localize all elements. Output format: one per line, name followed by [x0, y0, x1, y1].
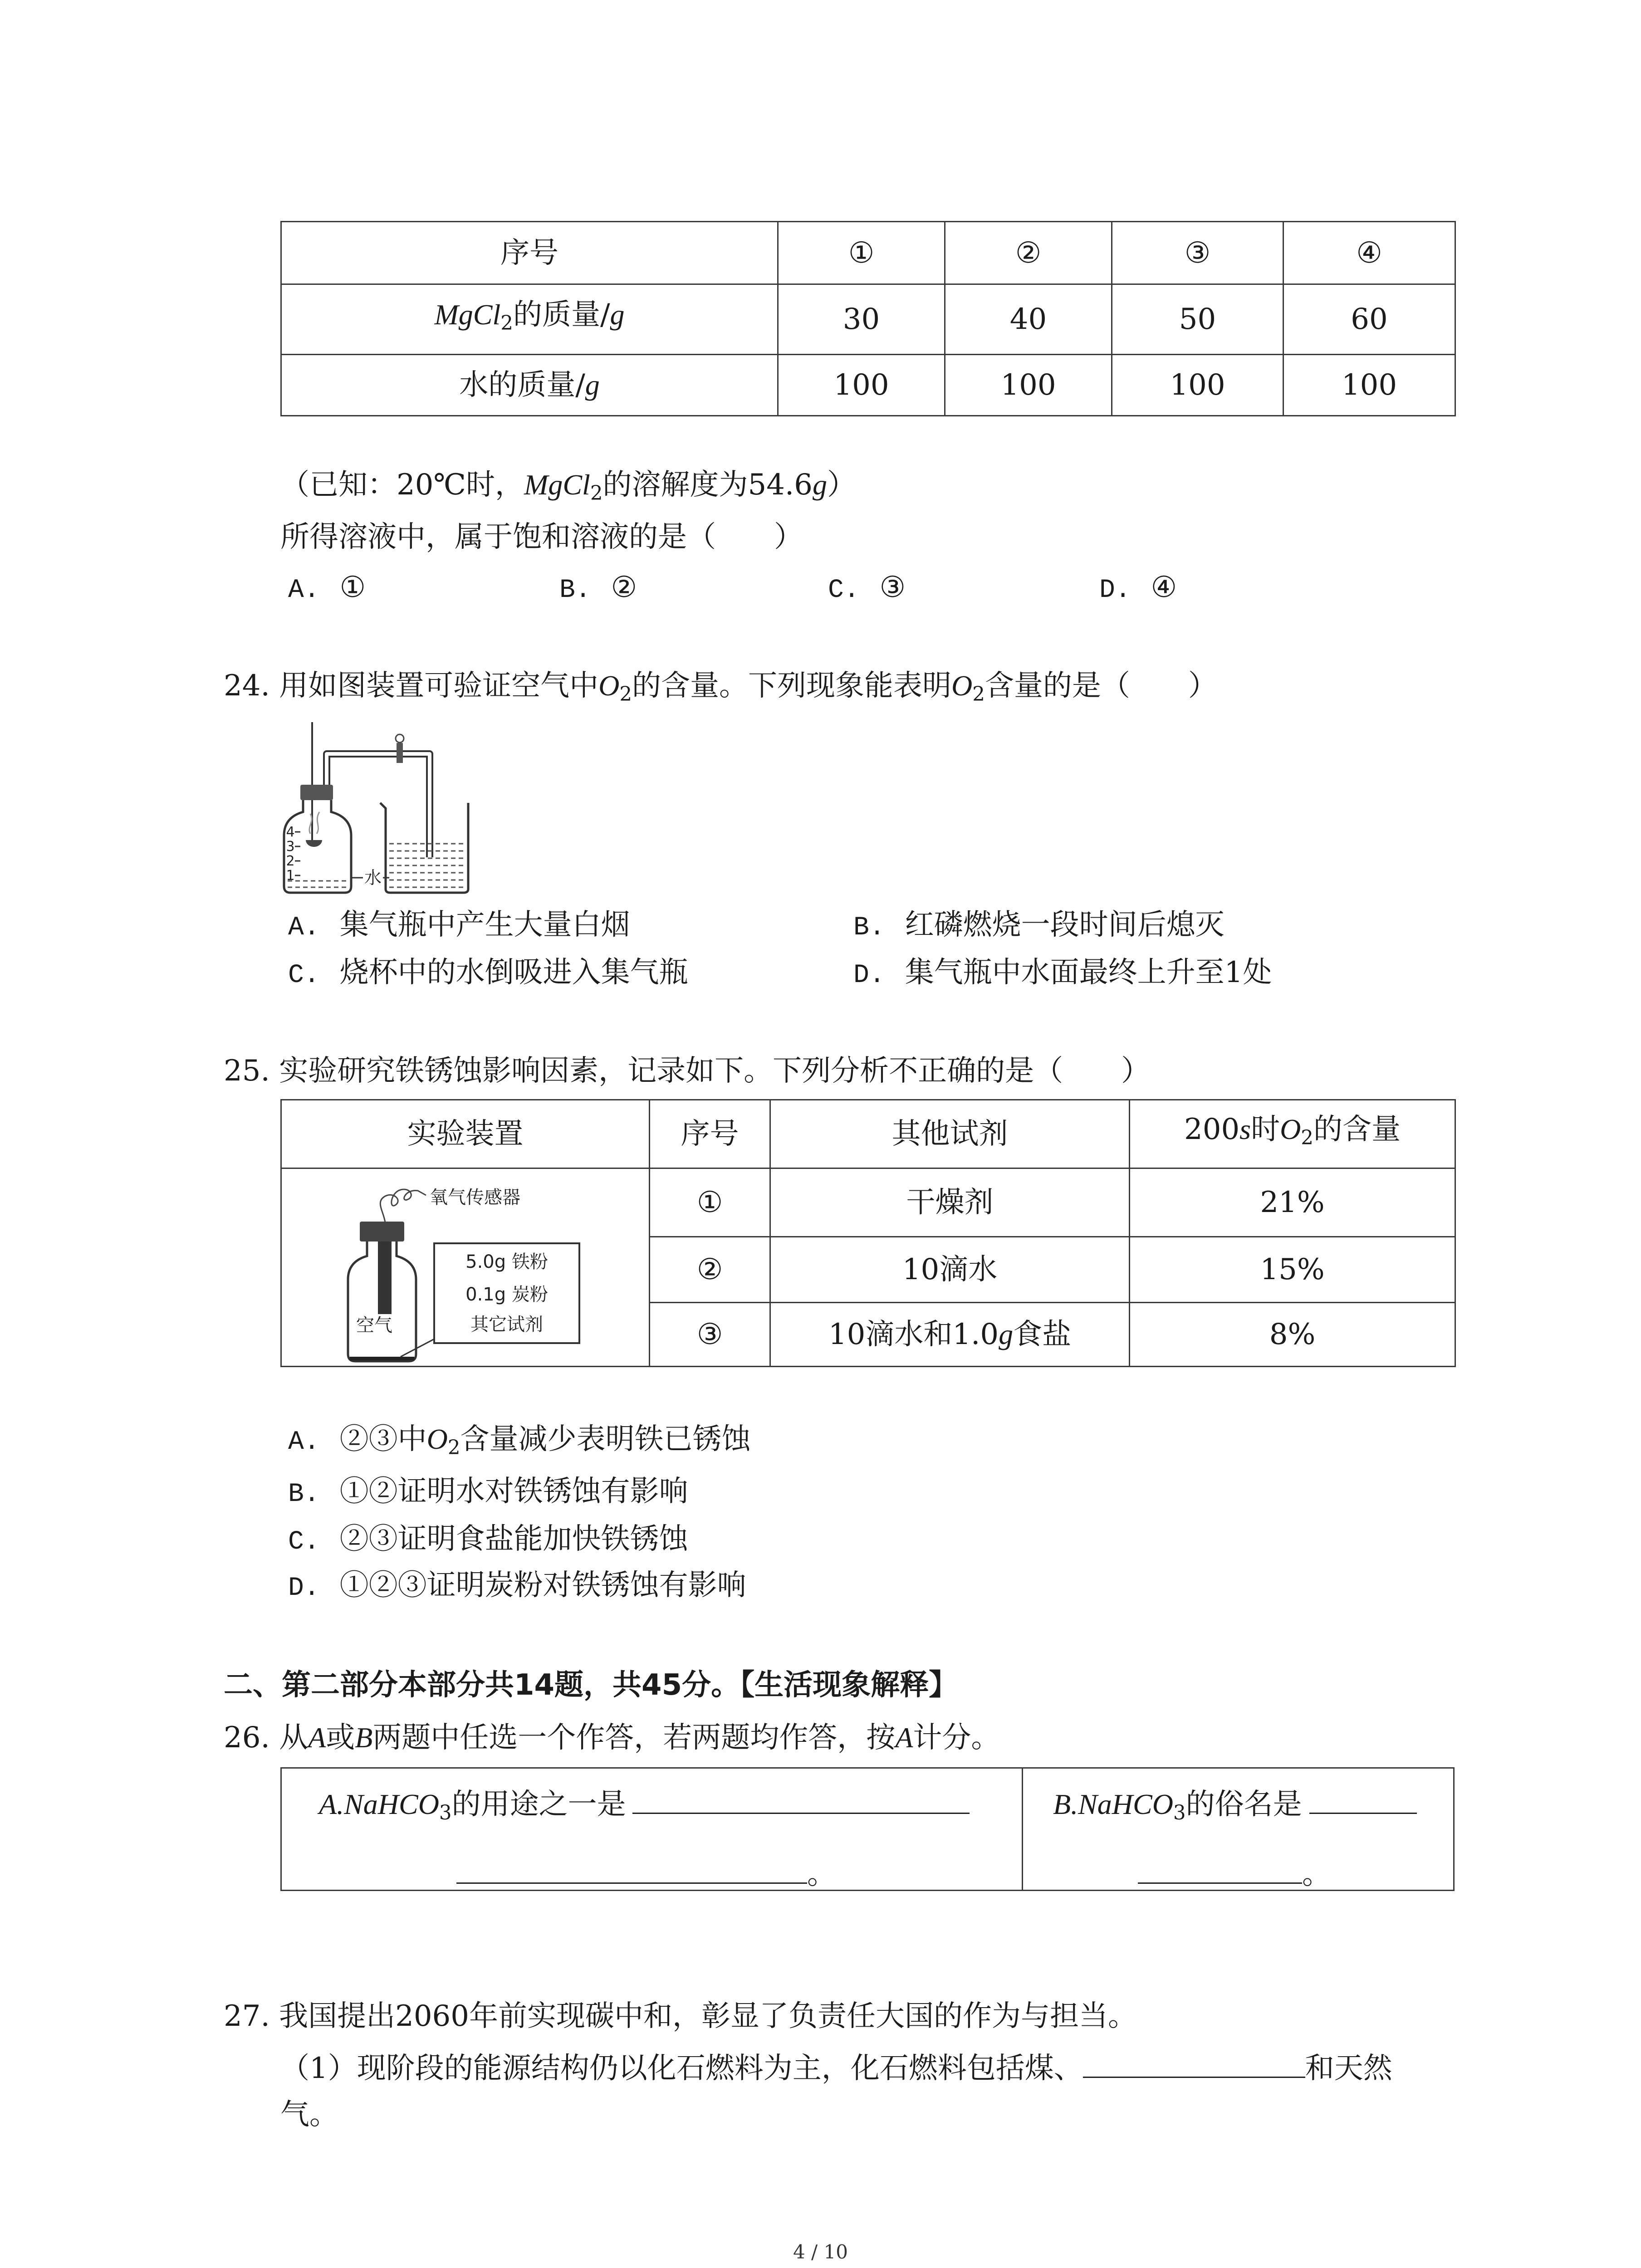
reagent-text: [906, 1186, 994, 1219]
header-cell-index: 序号: [650, 1100, 770, 1168]
math-variable-text: MgCl: [434, 298, 501, 331]
leader-line: [401, 1339, 435, 1357]
subscript-text: 2: [619, 683, 632, 706]
subscript-text: 2: [972, 683, 985, 706]
table-cell-reagent: [770, 1168, 1130, 1237]
row-label: [434, 298, 625, 335]
section-title: 二、第二部分本部分共14题，共45分。【生活现象解释】: [224, 1668, 958, 1702]
row-label-cell: [281, 284, 778, 355]
table-cell: 30: [778, 284, 945, 355]
math-variable-text: s: [1239, 1113, 1251, 1146]
part1-text-before: （1）现阶段的能源结构仍以化石燃料为主，化石燃料包括煤、: [280, 2052, 1083, 2085]
option-text: ①: [339, 571, 366, 604]
text-run: 26. 从: [224, 1721, 309, 1755]
option-label: D.: [853, 961, 885, 990]
option-label: B.: [288, 1480, 320, 1509]
math-variable-text: A.NaHCO: [319, 1788, 439, 1820]
math-variable-text: g: [585, 369, 600, 401]
q26-stem: [224, 1721, 1000, 1754]
q25-option-b[interactable]: [288, 1475, 688, 1508]
reagent-text: [828, 1318, 1071, 1351]
text-run: 的含量: [1313, 1113, 1401, 1147]
header-cell-reagent: 其他试剂: [770, 1100, 1130, 1168]
text-run: 的用途之一是: [451, 1788, 626, 1821]
stem-text: [224, 1721, 1000, 1755]
iron-rust-apparatus-figure: [282, 1169, 647, 1364]
option-text: ④: [1151, 571, 1177, 604]
math-variable-text: O: [598, 670, 620, 702]
q26-b-line-2: [1138, 1857, 1331, 1889]
option-text: [339, 1422, 751, 1460]
table-cell: 100: [1283, 355, 1455, 416]
table-header-row: [281, 1100, 1455, 1168]
table-header-row: [281, 222, 1455, 284]
text-run: 食盐: [1013, 1318, 1072, 1351]
sensor-cable: [380, 1189, 426, 1222]
q26-option-b-cell: [1023, 1769, 1453, 1890]
header-cell: ②: [945, 222, 1112, 284]
q23-note: [280, 468, 856, 505]
option-text: [340, 1475, 688, 1508]
note-text: [280, 468, 856, 505]
text-run: 或: [326, 1721, 355, 1755]
math-variable-text: O: [951, 670, 973, 702]
subscript-text: 2: [447, 1437, 460, 1460]
q24-option-a[interactable]: [288, 909, 630, 941]
q25-stem: 25. 实验研究铁锈蚀影响因素，记录如下。下列分析不正确的是（ ）: [224, 1054, 1151, 1088]
table-cell: 40: [945, 284, 1112, 355]
q25-option-d[interactable]: [288, 1569, 746, 1602]
table-row: [281, 355, 1455, 416]
table-cell: 100: [1112, 355, 1283, 416]
subscript-text: 3: [1173, 1802, 1186, 1825]
q26-option-a-cell: [282, 1769, 1023, 1890]
q26-answer-table: [280, 1767, 1455, 1891]
header-cell: ③: [1112, 222, 1283, 284]
math-variable-text: B: [355, 1721, 373, 1754]
math-variable-text: MgCl: [524, 469, 590, 501]
scale-mark-label: 4: [286, 824, 295, 840]
table-cell-index: ③: [650, 1303, 770, 1367]
option-text: 集气瓶中水面最终上升至1处: [905, 956, 1272, 989]
subscript-text: 2: [590, 482, 603, 505]
q25-option-a[interactable]: [288, 1422, 751, 1460]
clamp-handle-icon: [396, 734, 404, 743]
text-run: 的溶解度为54.6: [603, 468, 813, 502]
combustion-spoon: [306, 840, 322, 847]
header-cell-device: 实验装置: [281, 1100, 650, 1168]
option-label: D.: [288, 1574, 320, 1603]
connecting-tube: [327, 754, 430, 857]
math-variable-text: g: [813, 469, 827, 501]
q26-a-prompt: [319, 1788, 626, 1825]
text-run: 含量减少表明铁已锈蚀: [460, 1422, 751, 1456]
answer-blank[interactable]: [1083, 2051, 1305, 2078]
q27-stem: 27. 我国提出2060年前实现碳中和，彰显了负责任大国的作为与担当。: [224, 1999, 1137, 2033]
answer-blank[interactable]: [1309, 1787, 1417, 1814]
text-run: 的质量/: [513, 298, 610, 332]
reagent-label: 0.1g 炭粉: [465, 1284, 548, 1305]
smoke-wisp-icon: [317, 812, 319, 834]
math-variable-text: O: [1280, 1113, 1301, 1146]
q27-part1-continuation: 气。: [280, 2098, 338, 2131]
table-cell-index: ②: [650, 1237, 770, 1303]
subscript-text: 2: [1301, 1127, 1313, 1150]
math-variable-text: B.NaHCO: [1053, 1788, 1173, 1820]
option-label: A.: [288, 576, 320, 605]
header-cell-oxygen: [1130, 1100, 1455, 1168]
text-run: ）: [827, 468, 856, 502]
option-label: A.: [288, 913, 320, 943]
answer-blank[interactable]: [456, 1857, 807, 1884]
air-label: 空气: [356, 1315, 392, 1336]
jar-stopper: [300, 785, 333, 800]
reagent-label: 5.0g 铁粉: [465, 1251, 548, 1272]
text-run: 24. 用如图装置可验证空气中: [224, 669, 599, 703]
answer-blank[interactable]: [632, 1787, 970, 1814]
math-variable-text: O: [426, 1423, 448, 1455]
device-figure-cell: [281, 1168, 650, 1367]
text-run: 水的质量/: [459, 368, 585, 402]
table-cell: 100: [945, 355, 1112, 416]
tube-clamp: [397, 743, 403, 763]
q23-option-a[interactable]: [288, 571, 366, 604]
table-row: [281, 1168, 1455, 1237]
table-cell-index: ①: [650, 1168, 770, 1237]
text-run: 干燥剂: [906, 1186, 994, 1219]
connecting-tube-inner: [327, 754, 430, 857]
text-run: ②③证明食盐能加快铁锈蚀: [339, 1522, 688, 1556]
table-row: [281, 284, 1455, 355]
row-label: [459, 368, 600, 402]
table-cell-oxygen: 8%: [1130, 1303, 1455, 1367]
text-run: 10滴水: [902, 1253, 998, 1286]
q23-option-c[interactable]: [828, 571, 906, 604]
math-variable-text: A: [308, 1721, 326, 1754]
oxygen-sensor-probe: [378, 1242, 392, 1314]
text-run: 10滴水和1.0: [828, 1318, 999, 1351]
scale-mark-label: 1: [286, 868, 295, 884]
table-cell: 60: [1283, 284, 1455, 355]
header-cell: ①: [778, 222, 945, 284]
q24-option-c[interactable]: [288, 956, 688, 989]
text-run: ①②证明水对铁锈蚀有影响: [339, 1475, 688, 1508]
table-cell-oxygen: 15%: [1130, 1237, 1455, 1303]
row-label-cell: [281, 355, 778, 416]
q25-option-c[interactable]: [288, 1523, 688, 1555]
text-run: 时: [1251, 1113, 1280, 1147]
option-text: 红磷燃烧一段时间后熄灭: [905, 908, 1225, 942]
option-text: ②: [611, 571, 637, 604]
option-text: [340, 1522, 688, 1556]
math-variable-text: g: [999, 1318, 1014, 1350]
water-label: 水: [364, 868, 382, 888]
text-run: 计分。: [913, 1721, 1000, 1755]
scale-mark-label: 2: [286, 853, 295, 869]
header-cell-index: 序号: [281, 222, 778, 284]
page-number: 4 / 10: [793, 2241, 848, 2263]
option-label: C.: [288, 961, 320, 990]
q24-option-d[interactable]: [853, 956, 1272, 989]
reagent-text: [902, 1253, 997, 1286]
option-text: 集气瓶中产生大量白烟: [339, 908, 630, 942]
q26-a-line-2: [456, 1857, 836, 1889]
stem-text: [224, 669, 1217, 706]
math-variable-text: g: [610, 298, 625, 331]
q26-b-prompt: [1053, 1788, 1302, 1825]
part1-text-after: 和天然: [1305, 2052, 1392, 2085]
text-run: 200: [1184, 1113, 1240, 1147]
text-run: ①②③证明炭粉对铁锈蚀有影响: [339, 1569, 746, 1602]
option-label: D.: [1099, 576, 1131, 605]
option-label: B.: [853, 913, 885, 943]
text-run: ②③中: [339, 1422, 427, 1456]
option-text: [340, 1569, 746, 1602]
q23-option-d[interactable]: [1099, 571, 1177, 604]
q25-data-table: [280, 1099, 1456, 1367]
answer-blank[interactable]: [1138, 1857, 1302, 1884]
period-mark: 。: [807, 1857, 836, 1891]
q23-stem: 所得溶液中，属于饱和溶液的是（ ）: [280, 520, 803, 554]
q24-option-b[interactable]: [853, 909, 1225, 941]
option-text: 烧杯中的水倒吸进入集气瓶: [339, 956, 688, 989]
header-cell: ④: [1283, 222, 1455, 284]
table-cell: 50: [1112, 284, 1283, 355]
subscript-text: 3: [439, 1802, 452, 1825]
beaker: [380, 803, 468, 893]
table-cell-reagent: [770, 1303, 1130, 1367]
text-run: （已知：20℃时，: [280, 468, 524, 502]
combustion-apparatus-figure: [280, 721, 485, 898]
q27-part1: [280, 2051, 1392, 2083]
q24-stem: [224, 669, 1217, 706]
math-variable-text: A: [895, 1721, 913, 1754]
text-run: 含量的是（ ）: [985, 669, 1217, 703]
table-cell-oxygen: 21%: [1130, 1168, 1455, 1237]
reagent-label: 其它试剂: [470, 1314, 543, 1335]
bottle-stopper: [360, 1222, 404, 1242]
q23-data-table: [280, 221, 1456, 416]
option-label: C.: [828, 576, 860, 605]
oxygen-sensor-label: 氧气传感器: [430, 1187, 520, 1208]
option-label: A.: [288, 1427, 320, 1457]
period-mark: 。: [1302, 1857, 1331, 1891]
option-label: C.: [288, 1527, 320, 1557]
scale-mark-label: 3: [286, 839, 295, 855]
option-text: ③: [879, 571, 906, 604]
text-run: 两题中任选一个作答，若两题均作答，按: [372, 1721, 896, 1755]
q23-option-b[interactable]: [559, 571, 637, 604]
table-cell: 100: [778, 355, 945, 416]
header-text: [1184, 1113, 1401, 1150]
subscript-text: 2: [500, 312, 513, 335]
option-label: B.: [559, 576, 591, 605]
q26-a-line-1: [319, 1787, 970, 1825]
table-cell-reagent: [770, 1237, 1130, 1303]
text-run: 的俗名是: [1185, 1788, 1302, 1821]
q26-b-line-1: [1053, 1787, 1417, 1825]
text-run: 的含量。下列现象能表明: [632, 669, 952, 703]
